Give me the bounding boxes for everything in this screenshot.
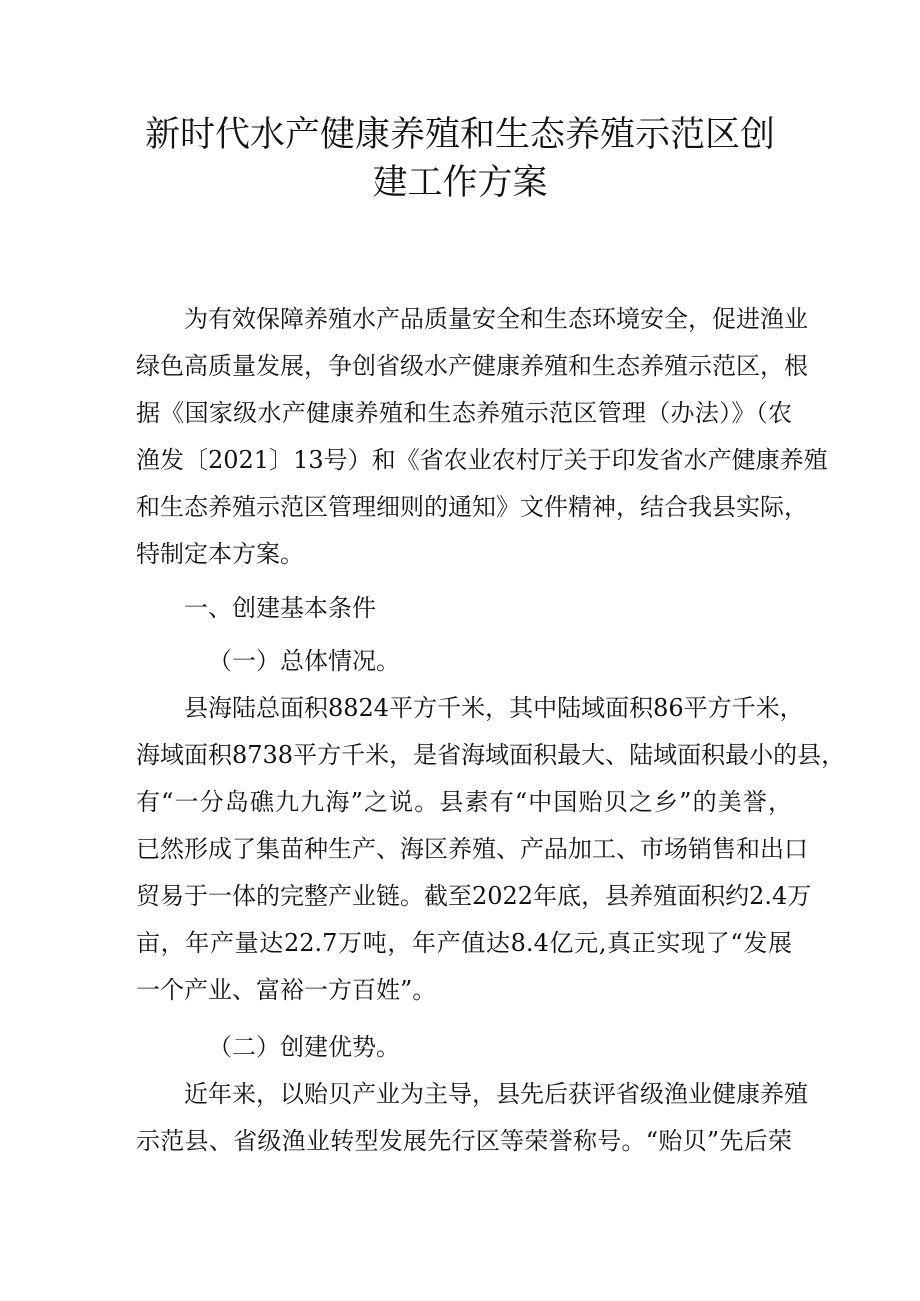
paragraph-line: 海域面积8738平方千米，是省海域面积最大、陆域面积最小的县， <box>136 741 846 769</box>
paragraph-line: 示范县、省级渔业转型发展先行区等荣誉称号。“贻贝”先后荣 <box>136 1127 792 1155</box>
subsection-heading: （二）创建优势。 <box>208 1033 400 1061</box>
paragraph-line: 已然形成了集苗种生产、海区养殖、产品加工、市场销售和出口 <box>136 835 808 863</box>
paragraph-line: 贸易于一体的完整产业链。截至2022年底，县养殖面积约2.4万 <box>136 882 812 910</box>
paragraph-line: 为有效保障养殖水产品质量安全和生态环境安全，促进渔业 <box>184 305 808 333</box>
paragraph-line: 绿色高质量发展，争创省级水产健康养殖和生态养殖示范区，根 <box>136 352 808 380</box>
document-title-line-2: 建工作方案 <box>372 163 548 203</box>
paragraph-line: 据《国家级水产健康养殖和生态养殖示范区管理（办法）》（农 <box>136 399 792 427</box>
paragraph-line: 有“一分岛礁九九海”之说。县素有“中国贻贝之乡”的美誉， <box>136 788 792 816</box>
paragraph-line: 县海陆总面积8824平方千米，其中陆域面积86平方千米， <box>184 694 804 722</box>
paragraph-line: 特制定本方案。 <box>136 540 304 568</box>
section-heading: 一、创建基本条件 <box>184 594 376 622</box>
paragraph-line: 一个产业、富裕一方百姓”。 <box>136 976 437 1004</box>
document-title-line-1: 新时代水产健康养殖和生态养殖示范区创 <box>144 115 775 155</box>
paragraph-line: 近年来，以贻贝产业为主导，县先后获评省级渔业健康养殖 <box>184 1080 808 1108</box>
paragraph-line: 亩，年产量达22.7万吨，年产值达8.4亿元,真正实现了“发展 <box>136 929 792 957</box>
subsection-heading: （一）总体情况。 <box>208 647 400 675</box>
paragraph-line: 和生态养殖示范区管理细则的通知》文件精神，结合我县实际， <box>136 493 808 521</box>
paragraph-line: 渔发〔2021〕13号）和《省农业农村厅关于印发省水产健康养殖 <box>136 446 828 474</box>
